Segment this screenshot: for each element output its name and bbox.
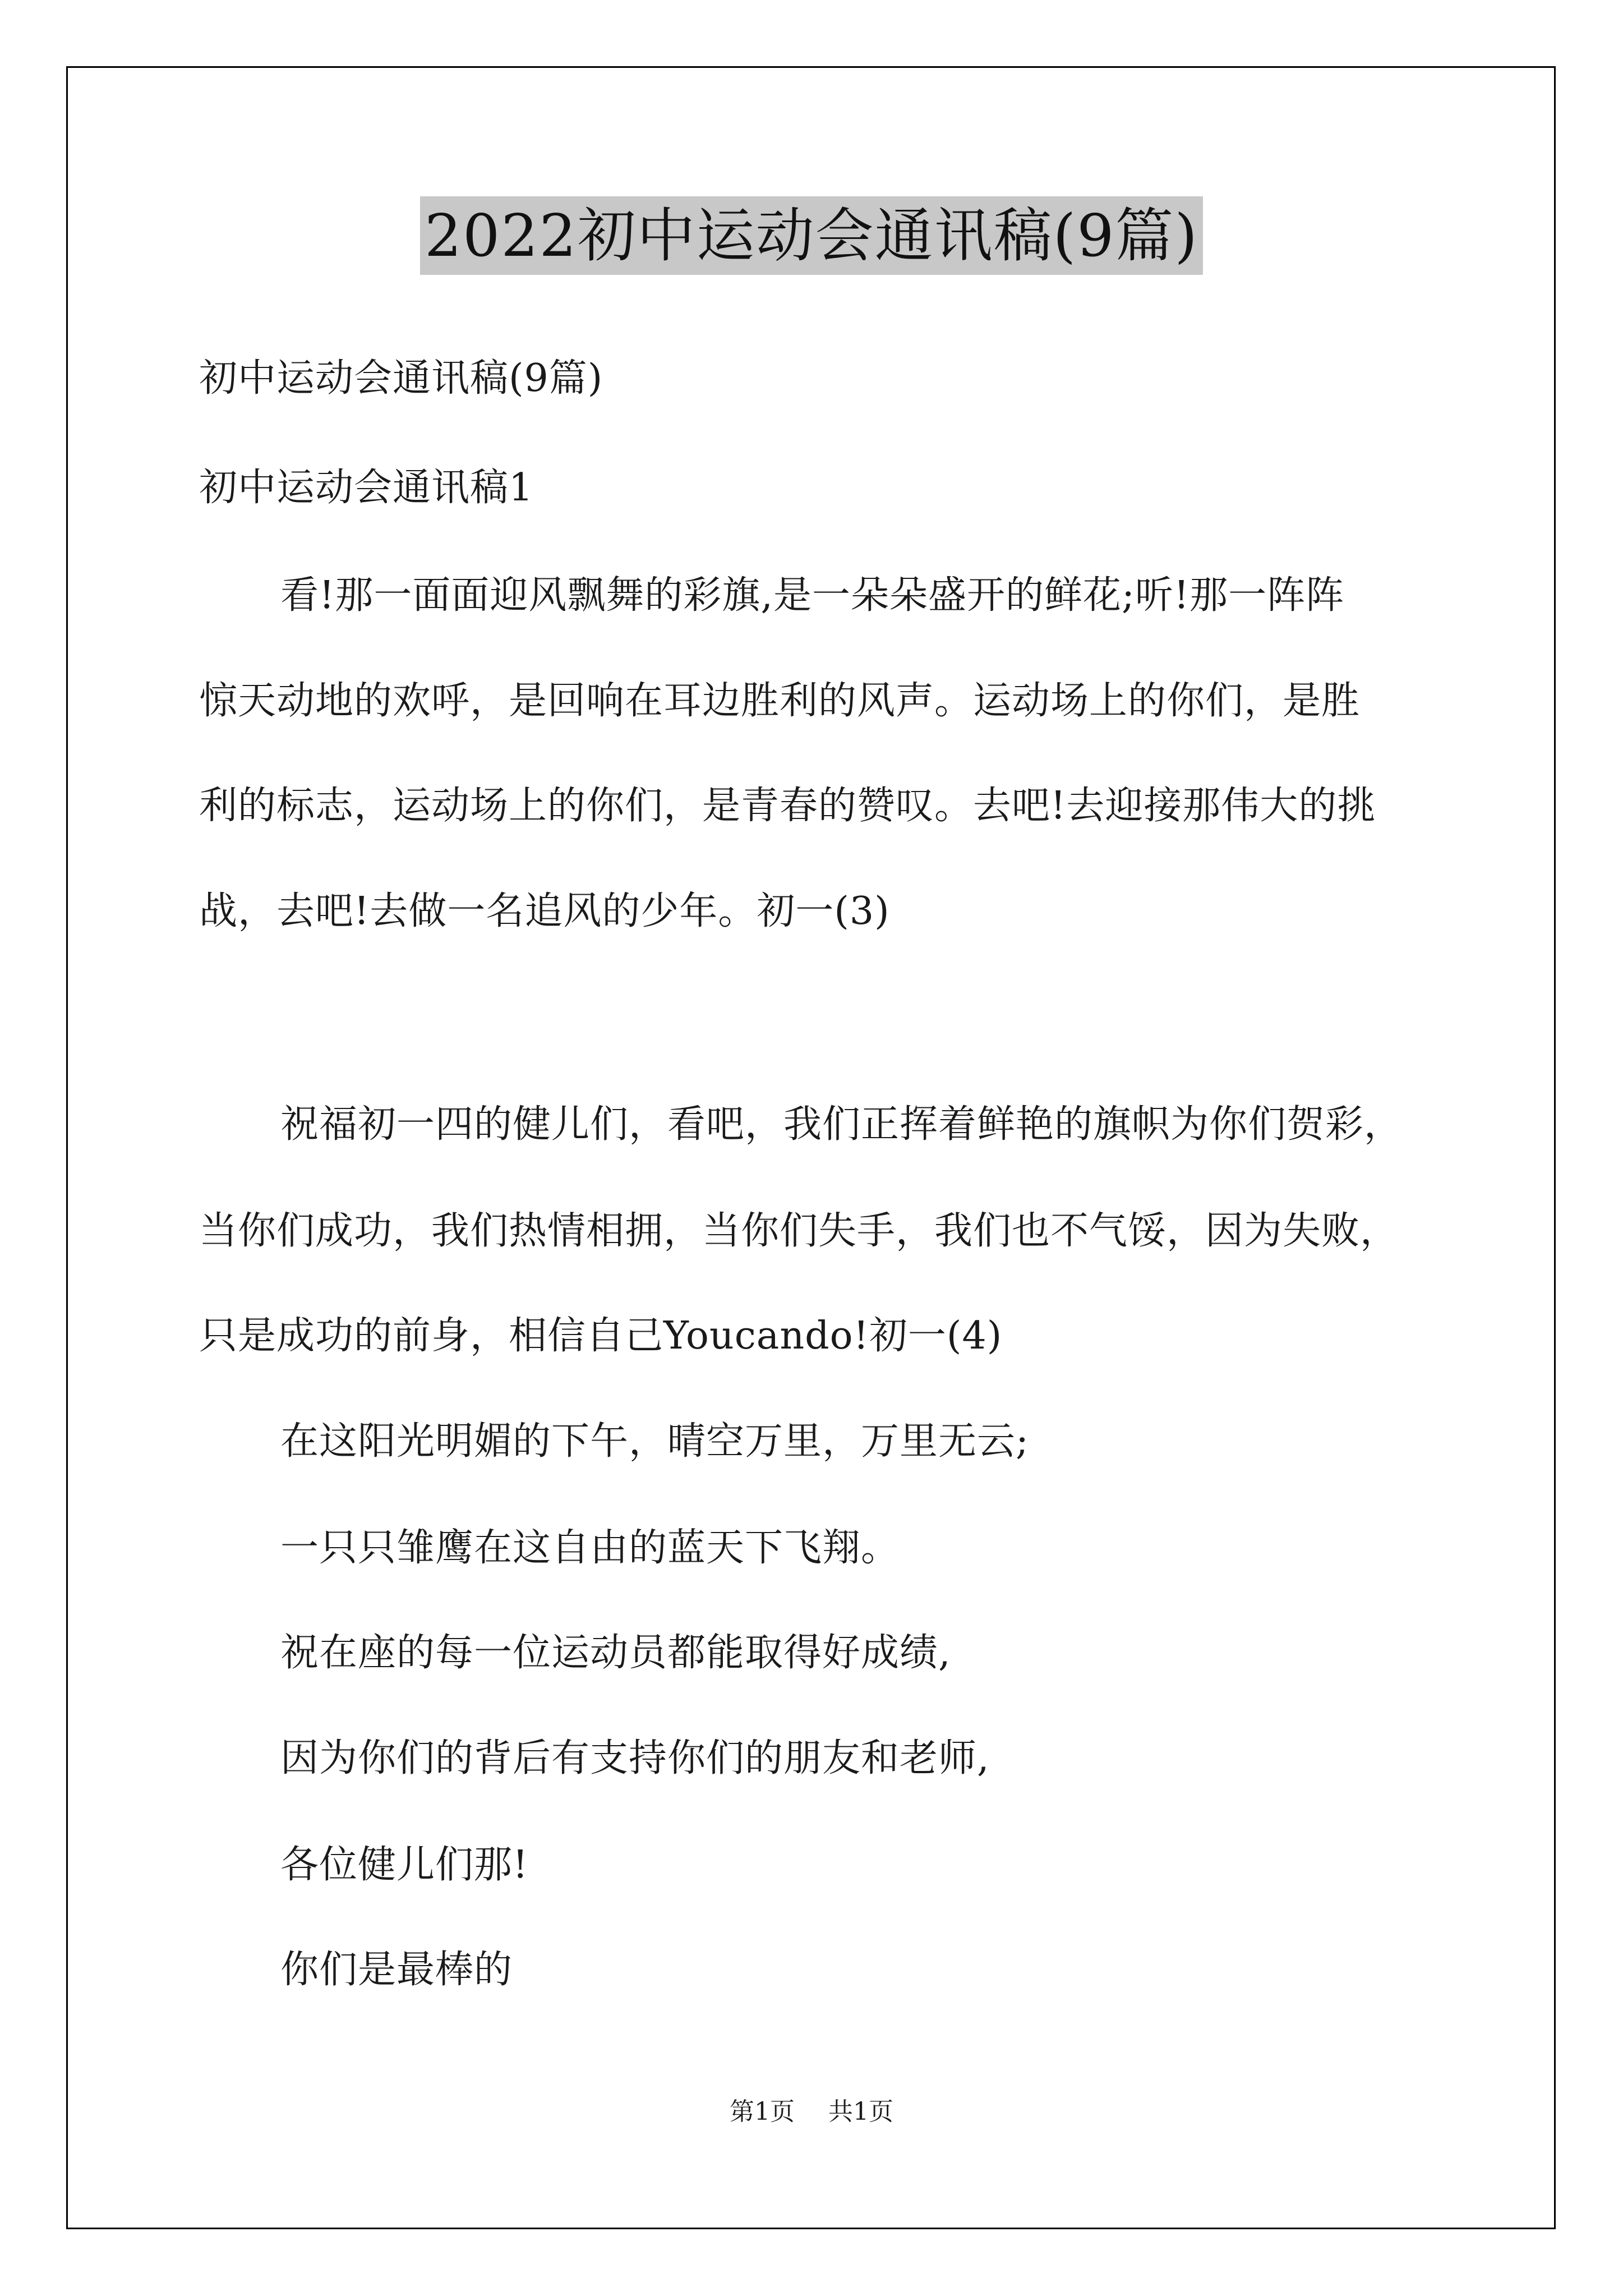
verse-line-6: 你们是最棒的 <box>280 1948 513 1992</box>
subtitle: 初中运动会通讯稿(9篇) <box>199 356 603 401</box>
verse-line-2: 一只只雏鹰在这自由的蓝天下飞翔。 <box>280 1526 900 1570</box>
verse-line-3: 祝在座的每一位运动员都能取得好成绩, <box>280 1631 951 1675</box>
paragraph2-line-2: 当你们成功，我们热情相拥，当你们失手，我们也不气馁，因为失败， <box>199 1209 1399 1253</box>
verse-line-4: 因为你们的背后有支持你们的朋友和老师, <box>280 1736 990 1780</box>
paragraph1-line-3: 利的标志，运动场上的你们，是青春的赞叹。去吧!去迎接那伟大的挑 <box>199 784 1376 828</box>
page-footer <box>0 2095 1623 2129</box>
section-heading: 初中运动会通讯稿1 <box>199 466 534 510</box>
paragraph1-line-2: 惊天动地的欢呼，是回响在耳边胜利的风声。运动场上的你们，是胜 <box>199 679 1361 723</box>
document-title: 2022初中运动会通讯稿(9篇) <box>420 196 1203 275</box>
title-container <box>0 196 1623 275</box>
verse-line-5: 各位健儿们那! <box>280 1843 529 1887</box>
paragraph1-line-4: 战，去吧!去做一名追风的少年。初一(3) <box>199 889 890 933</box>
page-number: 第1页 <box>730 2097 795 2126</box>
paragraph2-line-1: 祝福初一四的健儿们，看吧，我们正挥着鲜艳的旗帜为你们贺彩， <box>280 1102 1403 1147</box>
verse-line-1: 在这阳光明媚的下午，晴空万里，万里无云; <box>280 1419 1029 1464</box>
paragraph2-line-3: 只是成功的前身，相信自己Youcando!初一(4) <box>199 1314 1003 1358</box>
paragraph1-line-1: 看!那一面面迎风飘舞的彩旗,是一朵朵盛开的鲜花;听!那一阵阵 <box>280 573 1345 618</box>
page-total: 共1页 <box>828 2097 893 2126</box>
